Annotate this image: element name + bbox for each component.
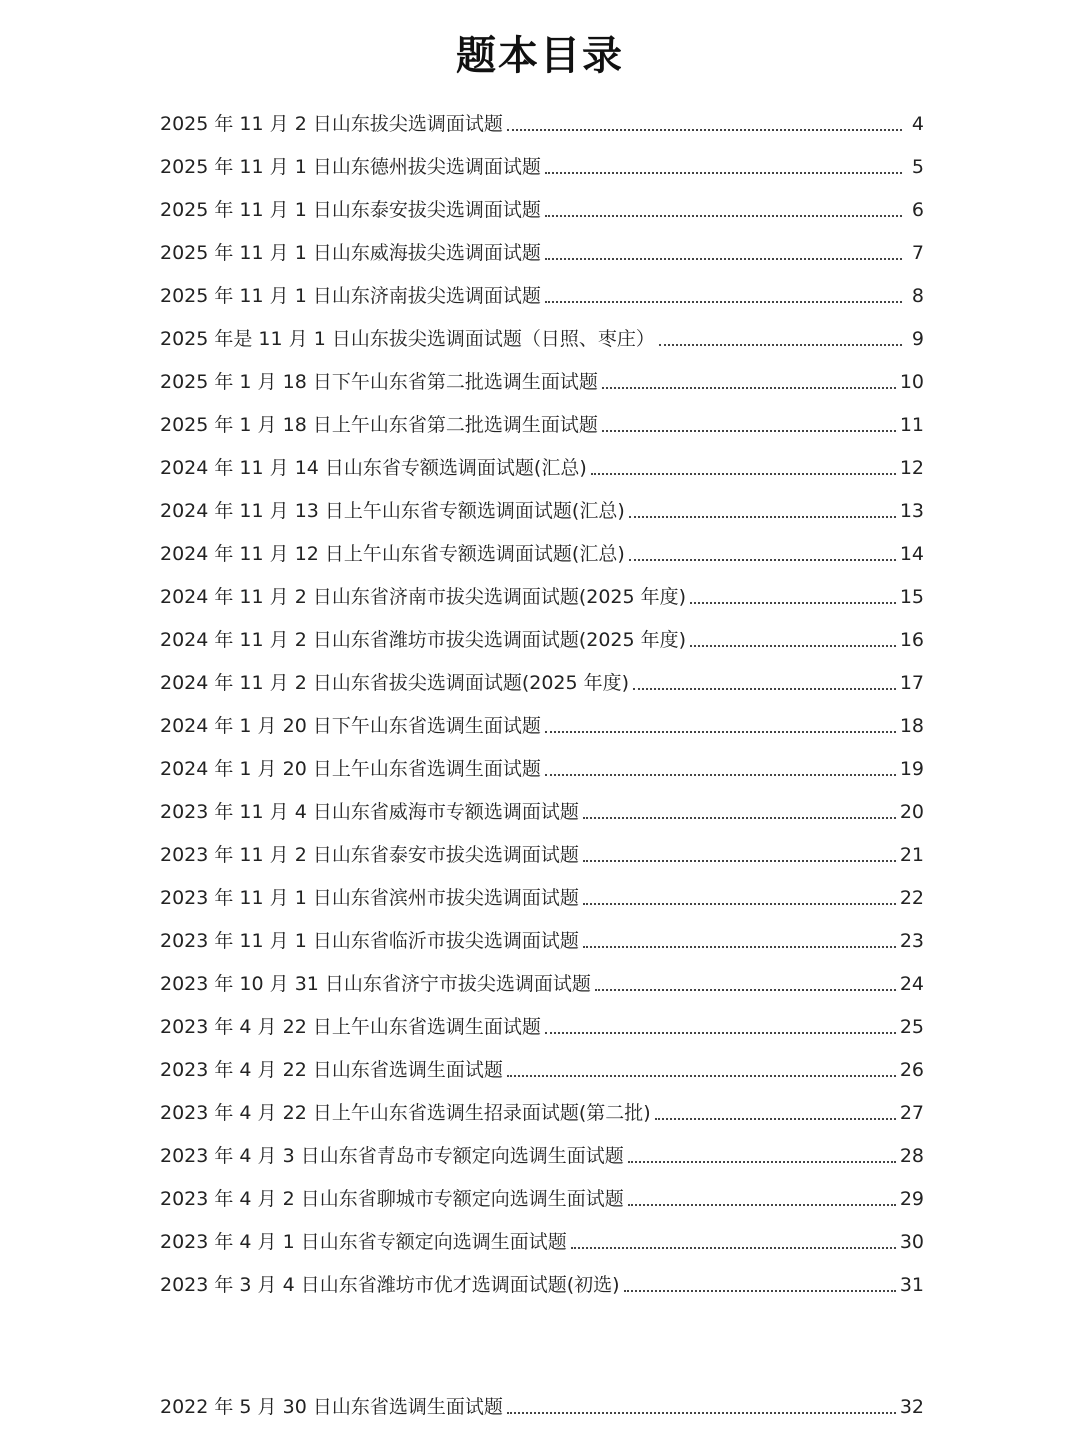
dot-leader <box>629 559 896 561</box>
toc-entry-page-number: 15 <box>899 586 924 608</box>
table-of-contents-continued <box>160 1379 924 1422</box>
toc-entry[interactable] <box>160 139 924 182</box>
toc-entry-title: 2025 年是 11 月 1 日山东拔尖选调面试题（日照、枣庄） <box>160 328 655 350</box>
dot-leader <box>602 387 896 389</box>
toc-entry-title: 2025 年 11 月 1 日山东泰安拔尖选调面试题 <box>160 199 541 221</box>
toc-entry[interactable] <box>160 741 924 784</box>
toc-entry-page-number: 22 <box>899 887 924 909</box>
page-title: 题本目录 <box>456 33 624 79</box>
toc-entry-title: 2023 年 11 月 1 日山东省临沂市拔尖选调面试题 <box>160 930 579 952</box>
toc-entry-page-number: 5 <box>911 156 924 178</box>
toc-entry[interactable] <box>160 870 924 913</box>
dot-leader <box>545 731 896 733</box>
toc-entry-page-number: 7 <box>911 242 924 264</box>
toc-entry-title: 2023 年 3 月 4 日山东省潍坊市优才选调面试题(初选) <box>160 1274 620 1296</box>
dot-leader <box>583 860 896 862</box>
table-of-contents <box>160 96 924 1300</box>
toc-entry-title: 2024 年 11 月 12 日上午山东省专额选调面试题(汇总) <box>160 543 625 565</box>
toc-entry[interactable] <box>160 225 924 268</box>
toc-entry-page-number: 8 <box>911 285 924 307</box>
toc-entry[interactable] <box>160 1042 924 1085</box>
toc-entry-title: 2024 年 1 月 20 日上午山东省选调生面试题 <box>160 758 541 780</box>
toc-entry-title: 2023 年 4 月 2 日山东省聊城市专额定向选调生面试题 <box>160 1188 624 1210</box>
toc-entry[interactable] <box>160 1128 924 1171</box>
toc-entry-page-number: 21 <box>899 844 924 866</box>
toc-entry[interactable] <box>160 956 924 999</box>
toc-entry-page-number: 24 <box>899 973 924 995</box>
toc-entry-title: 2023 年 4 月 22 日上午山东省选调生面试题 <box>160 1016 541 1038</box>
toc-entry[interactable] <box>160 784 924 827</box>
toc-entry[interactable] <box>160 1214 924 1257</box>
dot-leader <box>690 602 896 604</box>
dot-leader <box>507 1412 896 1414</box>
toc-entry[interactable] <box>160 526 924 569</box>
toc-entry-title: 2025 年 11 月 2 日山东拔尖选调面试题 <box>160 113 503 135</box>
toc-entry-title: 2023 年 4 月 22 日山东省选调生面试题 <box>160 1059 503 1081</box>
toc-entry-title: 2024 年 1 月 20 日下午山东省选调生面试题 <box>160 715 541 737</box>
toc-entry-page-number: 30 <box>899 1231 924 1253</box>
toc-entry[interactable] <box>160 913 924 956</box>
toc-entry-title: 2025 年 11 月 1 日山东威海拔尖选调面试题 <box>160 242 541 264</box>
toc-entry-page-number: 10 <box>899 371 924 393</box>
toc-entry-page-number: 32 <box>899 1396 924 1418</box>
toc-entry-page-number: 11 <box>899 414 924 436</box>
dot-leader <box>583 946 896 948</box>
toc-entry-title: 2024 年 11 月 13 日上午山东省专额选调面试题(汇总) <box>160 500 625 522</box>
dot-leader <box>545 1032 896 1034</box>
dot-leader <box>690 645 896 647</box>
toc-entry[interactable] <box>160 827 924 870</box>
dot-leader <box>629 516 896 518</box>
toc-entry-title: 2023 年 4 月 3 日山东省青岛市专额定向选调生面试题 <box>160 1145 624 1167</box>
toc-entry[interactable] <box>160 354 924 397</box>
toc-entry-page-number: 6 <box>911 199 924 221</box>
toc-entry-page-number: 25 <box>899 1016 924 1038</box>
toc-entry-title: 2025 年 11 月 1 日山东德州拔尖选调面试题 <box>160 156 541 178</box>
toc-entry-page-number: 28 <box>899 1145 924 1167</box>
toc-entry-title: 2024 年 11 月 2 日山东省济南市拔尖选调面试题(2025 年度) <box>160 586 687 608</box>
toc-entry[interactable] <box>160 483 924 526</box>
toc-entry[interactable] <box>160 1085 924 1128</box>
toc-entry-page-number: 31 <box>899 1274 924 1296</box>
toc-entry[interactable] <box>160 311 924 354</box>
dot-leader <box>545 774 896 776</box>
toc-entry-page-number: 19 <box>899 758 924 780</box>
toc-entry-page-number: 13 <box>899 500 924 522</box>
dot-leader <box>545 215 902 217</box>
toc-entry[interactable] <box>160 1379 924 1422</box>
toc-entry-title: 2023 年 4 月 22 日上午山东省选调生招录面试题(第二批) <box>160 1102 651 1124</box>
dot-leader <box>633 688 896 690</box>
toc-entry[interactable] <box>160 397 924 440</box>
dot-leader <box>507 1075 896 1077</box>
toc-entry-title: 2023 年 11 月 1 日山东省滨州市拔尖选调面试题 <box>160 887 579 909</box>
toc-entry-page-number: 16 <box>899 629 924 651</box>
toc-entry[interactable] <box>160 268 924 311</box>
dot-leader <box>628 1204 896 1206</box>
toc-entry-title: 2025 年 1 月 18 日上午山东省第二批选调生面试题 <box>160 414 598 436</box>
toc-entry-title: 2022 年 5 月 30 日山东省选调生面试题 <box>160 1396 503 1418</box>
toc-entry-title: 2024 年 11 月 2 日山东省拔尖选调面试题(2025 年度) <box>160 672 630 694</box>
toc-entry-title: 2025 年 1 月 18 日下午山东省第二批选调生面试题 <box>160 371 598 393</box>
toc-entry-title: 2024 年 11 月 14 日山东省专额选调面试题(汇总) <box>160 457 587 479</box>
toc-entry-page-number: 29 <box>899 1188 924 1210</box>
toc-entry-page-number: 27 <box>899 1102 924 1124</box>
toc-entry-page-number: 14 <box>899 543 924 565</box>
dot-leader <box>545 172 902 174</box>
toc-entry-page-number: 4 <box>911 113 924 135</box>
toc-entry[interactable] <box>160 698 924 741</box>
toc-entry-title: 2023 年 10 月 31 日山东省济宁市拔尖选调面试题 <box>160 973 591 995</box>
toc-entry[interactable] <box>160 440 924 483</box>
dot-leader <box>571 1247 896 1249</box>
toc-entry[interactable] <box>160 1257 924 1300</box>
dot-leader <box>659 344 902 346</box>
toc-entry-page-number: 23 <box>899 930 924 952</box>
toc-entry[interactable] <box>160 655 924 698</box>
toc-entry[interactable] <box>160 569 924 612</box>
toc-entry-title: 2023 年 4 月 1 日山东省专额定向选调生面试题 <box>160 1231 567 1253</box>
toc-entry-page-number: 12 <box>899 457 924 479</box>
toc-entry-page-number: 9 <box>911 328 924 350</box>
dot-leader <box>507 129 902 131</box>
dot-leader <box>583 903 896 905</box>
dot-leader <box>624 1290 896 1292</box>
toc-entry-page-number: 20 <box>899 801 924 823</box>
toc-entry[interactable] <box>160 182 924 225</box>
dot-leader <box>655 1118 896 1120</box>
dot-leader <box>583 817 896 819</box>
toc-entry-title: 2023 年 11 月 2 日山东省泰安市拔尖选调面试题 <box>160 844 579 866</box>
toc-entry-page-number: 17 <box>899 672 924 694</box>
toc-entry[interactable] <box>160 999 924 1042</box>
toc-entry-title: 2024 年 11 月 2 日山东省潍坊市拔尖选调面试题(2025 年度) <box>160 629 687 651</box>
toc-entry[interactable] <box>160 96 924 139</box>
toc-entry-page-number: 18 <box>899 715 924 737</box>
dot-leader <box>545 258 902 260</box>
dot-leader <box>591 473 896 475</box>
toc-entry-page-number: 26 <box>899 1059 924 1081</box>
toc-entry-title: 2023 年 11 月 4 日山东省威海市专额选调面试题 <box>160 801 579 823</box>
dot-leader <box>595 989 896 991</box>
dot-leader <box>628 1161 896 1163</box>
dot-leader <box>602 430 896 432</box>
toc-entry[interactable] <box>160 1171 924 1214</box>
toc-entry-title: 2025 年 11 月 1 日山东济南拔尖选调面试题 <box>160 285 541 307</box>
dot-leader <box>545 301 902 303</box>
toc-entry[interactable] <box>160 612 924 655</box>
